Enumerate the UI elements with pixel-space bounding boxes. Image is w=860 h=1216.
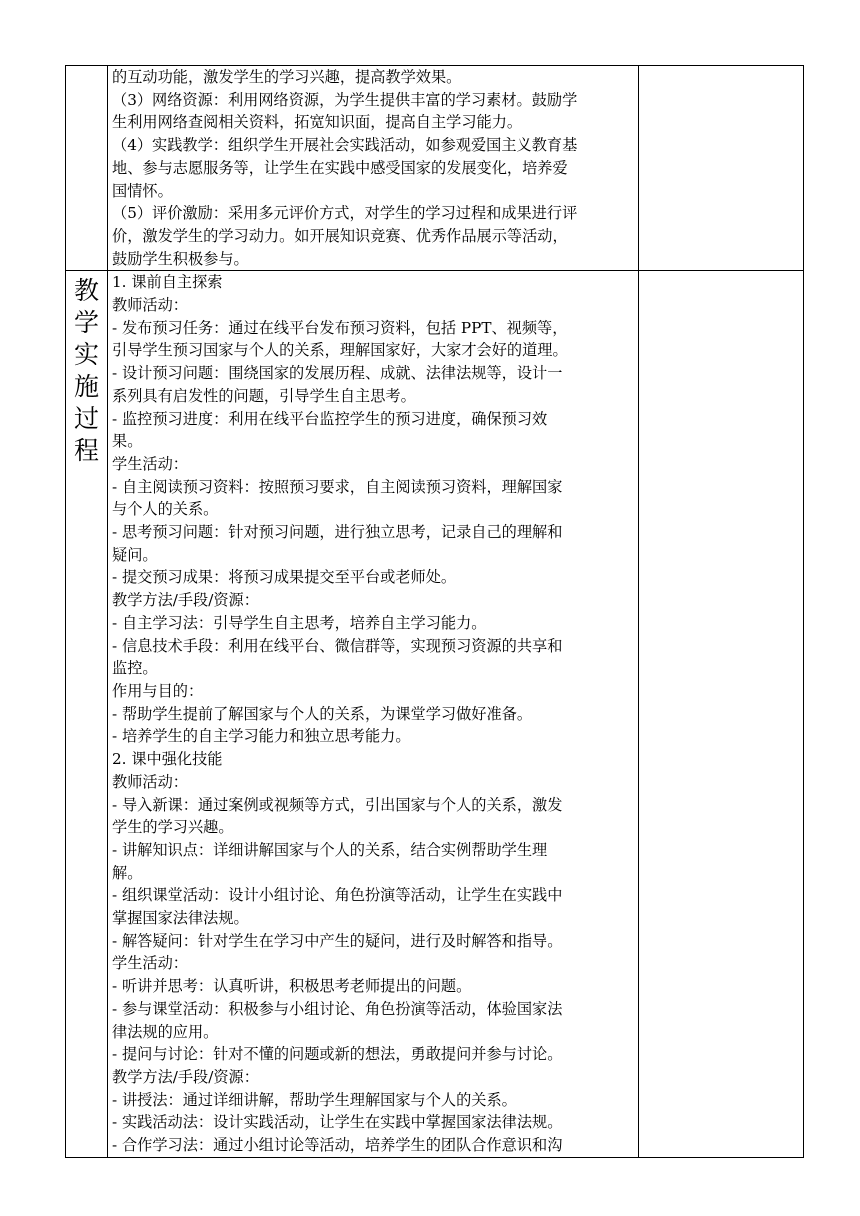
label-char: 施 (73, 372, 99, 402)
content-cell-methods (108, 66, 639, 271)
text-line: - 提问与讨论：针对不懂的问题或新的想法，勇敢提问并参与讨论。 (112, 1045, 563, 1064)
text-line: 疑问。 (112, 545, 158, 564)
text-line: - 培养学生的自主学习能力和独立思考能力。 (112, 727, 411, 746)
text-line: - 组织课堂活动：设计小组讨论、角色扮演等活动，让学生在实践中 (112, 886, 563, 905)
label-cell-empty (66, 66, 108, 271)
text-line: 掌握国家法律法规。 (112, 909, 249, 928)
text-line: 监控。 (112, 659, 158, 678)
text-line: - 合作学习法：通过小组讨论等活动，培养学生的团队合作意识和沟 (112, 1136, 563, 1155)
text-line: - 讲解知识点：详细讲解国家与个人的关系，结合实例帮助学生理 (112, 840, 548, 859)
table-row (66, 271, 804, 1157)
text-line: 教学方法/手段/资源： (112, 591, 259, 610)
text-line: 2. 课中强化技能 (112, 750, 223, 769)
methods-text (108, 66, 638, 270)
section-label (66, 271, 107, 467)
process-text (108, 271, 638, 1156)
notes-cell (639, 271, 804, 1157)
text-line: - 思考预习问题：针对预习问题，进行独立思考，记录自己的理解和 (112, 523, 563, 542)
text-line: 引导学生预习国家与个人的关系，理解国家好，大家才会好的道理。 (112, 341, 568, 360)
text-line: 果。 (112, 432, 143, 451)
text-line: 律法规的应用。 (112, 1022, 219, 1041)
text-line: （4）实践教学：组织学生开展社会实践活动，如参观爱国主义教育基 (112, 136, 578, 155)
label-char: 教 (73, 276, 99, 306)
text-line: 教学方法/手段/资源： (112, 1067, 259, 1086)
table-row (66, 66, 804, 271)
label-char: 程 (73, 436, 99, 466)
text-line: 生利用网络查阅相关资料，拓宽知识面，提高自主学习能力。 (112, 113, 523, 132)
text-line: 1. 课前自主探索 (112, 273, 223, 292)
text-line: - 解答疑问：针对学生在学习中产生的疑问，进行及时解答和指导。 (112, 931, 563, 950)
content-cell-process (108, 271, 639, 1157)
text-line: 学生活动： (112, 954, 188, 973)
text-line: 系列具有启发性的问题，引导学生自主思考。 (112, 386, 416, 405)
lesson-plan-table (65, 65, 804, 1158)
text-line: 教师活动： (112, 296, 188, 315)
text-line: 教师活动： (112, 772, 188, 791)
text-line: - 讲授法：通过详细讲解，帮助学生理解国家与个人的关系。 (112, 1090, 517, 1109)
text-line: 解。 (112, 863, 143, 882)
text-line: - 帮助学生提前了解国家与个人的关系，为课堂学习做好准备。 (112, 704, 533, 723)
text-line: （5）评价激励：采用多元评价方式，对学生的学习过程和成果进行评 (112, 204, 578, 223)
text-line: - 提交预习成果：将预习成果提交至平台或老师处。 (112, 568, 457, 587)
label-char: 过 (73, 404, 99, 434)
text-line: 作用与目的： (112, 681, 204, 700)
text-line: - 参与课堂活动：积极参与小组讨论、角色扮演等活动，体验国家法 (112, 999, 563, 1018)
text-line: 学生活动： (112, 454, 188, 473)
notes-cell (639, 66, 804, 271)
label-cell-process (66, 271, 108, 1157)
text-line: - 监控预习进度：利用在线平台监控学生的预习进度，确保预习效 (112, 409, 548, 428)
text-line: 的互动功能，激发学生的学习兴趣，提高教学效果。 (112, 68, 462, 86)
text-line: - 听讲并思考：认真听讲，积极思考老师提出的问题。 (112, 977, 472, 996)
text-line: - 设计预习问题：围绕国家的发展历程、成就、法律法规等，设计一 (112, 364, 563, 383)
text-line: - 实践活动法：设计实践活动，让学生在实践中掌握国家法律法规。 (112, 1113, 563, 1132)
text-line: - 自主学习法：引导学生自主思考，培养自主学习能力。 (112, 613, 487, 632)
text-line: - 信息技术手段：利用在线平台、微信群等，实现预习资源的共享和 (112, 636, 563, 655)
text-line: 学生的学习兴趣。 (112, 818, 234, 837)
text-line: 与个人的关系。 (112, 500, 219, 519)
text-line: 价，激发学生的学习动力。如开展知识竞赛、优秀作品展示等活动， (112, 226, 568, 245)
text-line: 国情怀。 (112, 181, 173, 200)
text-line: 鼓励学生积极参与。 (112, 249, 249, 268)
text-line: （3）网络资源：利用网络资源，为学生提供丰富的学习素材。鼓励学 (112, 90, 578, 109)
text-line: - 发布预习任务：通过在线平台发布预习资料，包括 PPT、视频等， (112, 318, 568, 337)
text-line: - 自主阅读预习资料：按照预习要求，自主阅读预习资料，理解国家 (112, 477, 563, 496)
label-char: 学 (73, 308, 99, 338)
label-char: 实 (73, 340, 99, 370)
text-line: - 导入新课：通过案例或视频等方式，引出国家与个人的关系，激发 (112, 795, 563, 814)
text-line: 地、参与志愿服务等，让学生在实践中感受国家的发展变化，培养爱 (112, 158, 568, 177)
